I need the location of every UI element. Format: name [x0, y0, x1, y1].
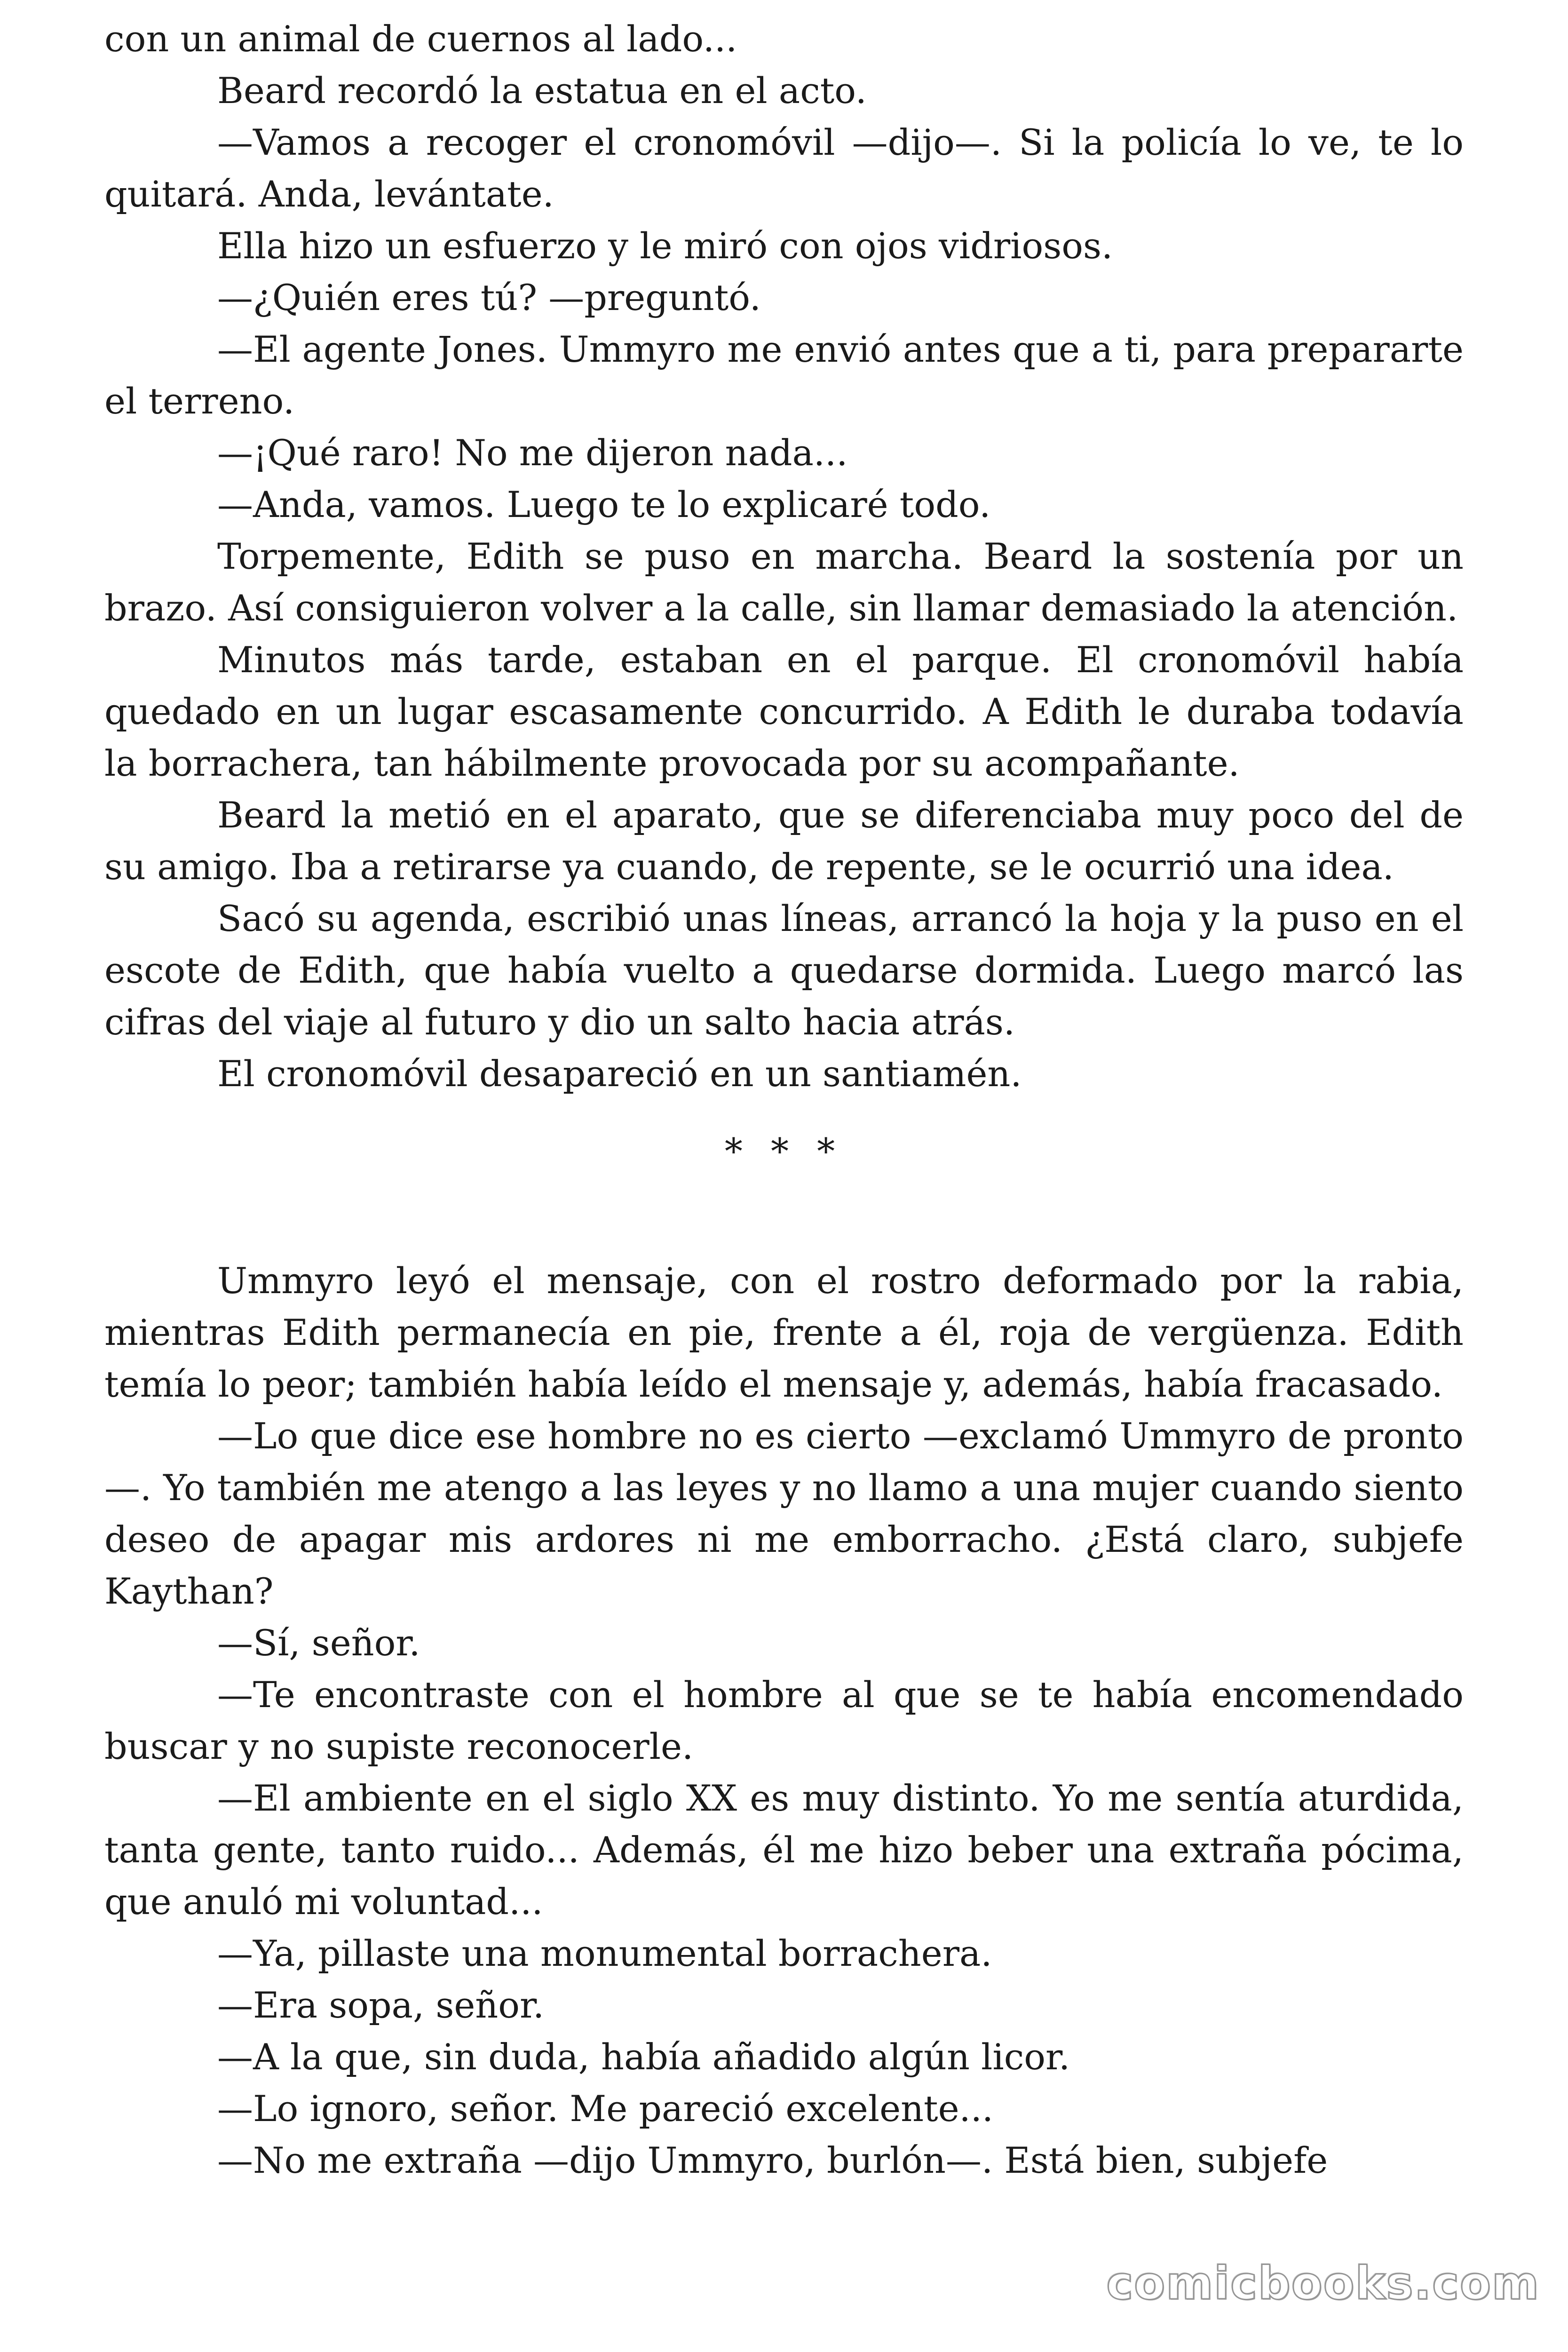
section-separator: * * * — [724, 1130, 844, 1172]
paragraph: —Te encontraste con el hombre al que se te había encomendado buscar y no supiste reconocerle. — [104, 1674, 1464, 1767]
paragraph: Torpemente, Edith se puso en marcha. Beard la sostenía por un brazo. Así consiguieron volver a la calle, sin llamar demasiado la atención. — [104, 535, 1464, 629]
paragraph: Minutos más tarde, estaban en el parque. El cronomóvil había quedado en un lugar escasamente concurrido. A Edith le duraba todavía la borrachera, tan hábilmente provocada por su acompañante. — [104, 639, 1464, 784]
paragraph: Beard recordó la estatua en el acto. — [217, 70, 867, 111]
paragraph: —A la que, sin duda, había añadido algún licor. — [217, 2036, 1070, 2078]
paragraph: Ummyro leyó el mensaje, con el rostro deformado por la rabia, mientras Edith permanecía en pie, frente a él, roja de vergüenza. Edith temía lo peor; también había leído el mensaje y, además, había fracasado. — [104, 1260, 1464, 1405]
paragraph: con un animal de cuernos al lado... — [104, 18, 737, 60]
paragraph: El cronomóvil desapareció en un santiamén. — [217, 1053, 1022, 1095]
paragraph: —Ya, pillaste una monumental borrachera. — [217, 1932, 992, 1974]
paragraph: —Sí, señor. — [217, 1622, 420, 1664]
paragraph: —El ambiente en el siglo XX es muy distinto. Yo me sentía aturdida, tanta gente, tanto ruido... Además, él me hizo beber una extraña pócima, que anuló mi voluntad... — [104, 1777, 1464, 1923]
paragraph: —¿Quién eres tú? —preguntó. — [217, 277, 761, 318]
paragraph: Sacó su agenda, escribió unas líneas, arrancó la hoja y la puso en el escote de Edith, que había vuelto a quedarse dormida. Luego marcó las cifras del viaje al futuro y dio un salto hacia atrás. — [104, 898, 1464, 1043]
paragraph: —El agente Jones. Ummyro me envió antes que a ti, para prepararte el terreno. — [104, 328, 1464, 422]
paragraph: —Vamos a recoger el cronomóvil —dijo—. Si la policía lo ve, te lo quitará. Anda, levántate. — [104, 121, 1464, 215]
page-body — [104, 13, 1464, 2186]
site-watermark: comicbooks.com — [1106, 2257, 1540, 2310]
paragraph: Ella hizo un esfuerzo y le miró con ojos vidriosos. — [217, 225, 1113, 267]
paragraph: —Anda, vamos. Luego te lo explicaré todo. — [217, 484, 991, 525]
paragraph: Beard la metió en el aparato, que se diferenciaba muy poco del de su amigo. Iba a retirarse ya cuando, de repente, se le ocurrió una idea. — [104, 794, 1464, 888]
paragraph: —Lo ignoro, señor. Me pareció excelente... — [217, 2088, 994, 2130]
paragraph: —No me extraña —dijo Ummyro, burlón—. Está bien, subjefe — [217, 2139, 1328, 2181]
paragraph: —Era sopa, señor. — [217, 1984, 545, 2026]
paragraph: —¡Qué raro! No me dijeron nada... — [217, 432, 848, 474]
paragraph: —Lo que dice ese hombre no es cierto —exclamó Ummyro de pronto—. Yo también me atengo a las leyes y no llamo a una mujer cuando siento deseo de apagar mis ardores ni me emborracho. ¿Está claro, subjefe Kaythan? — [104, 1415, 1464, 1612]
